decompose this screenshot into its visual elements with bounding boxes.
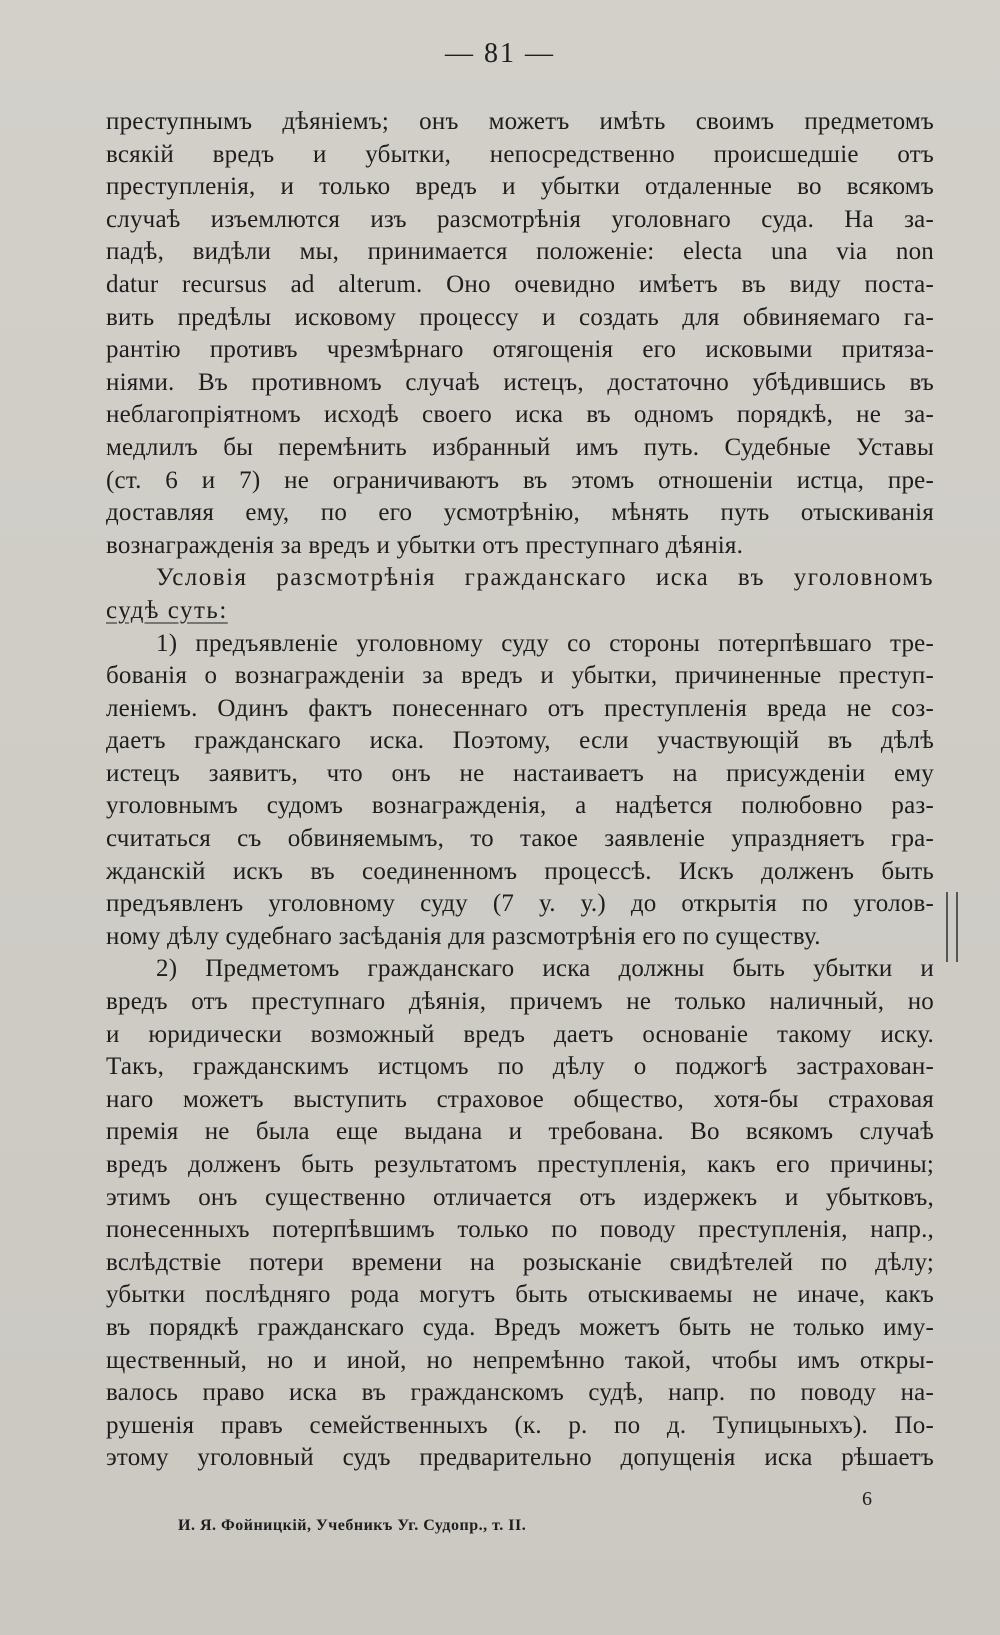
text-line: вить предѣлы исковому процессу и создать для обвиняемаго га- — [106, 303, 934, 331]
text-line: преступнымъ дѣяніемъ; онъ можетъ имѣть своимъ предметомъ — [106, 108, 934, 135]
text-line: datur recursus ad alterum. Оно очевидно имѣетъ въ виду поста- — [106, 270, 934, 298]
point2-line: премія не была еще выдана и требована. Во всякомъ случаѣ — [106, 1118, 934, 1146]
text-line: преступленія, и только вредъ и убытки отдаленные во всякомъ — [106, 173, 934, 201]
text-line: неблагопріятномъ исходѣ своего иска въ одномъ порядкѣ, не за- — [106, 401, 934, 429]
text-line: вознагражденія за вредъ и убытки отъ преступнаго дѣянія. — [106, 531, 744, 559]
point2-line: щественный, но и иной, но непремѣнно такой, чтобы имъ откры- — [106, 1346, 934, 1374]
point2-line: вредъ отъ преступнаго дѣянія, причемъ не только наличный, но — [106, 988, 934, 1016]
text-line: всякій вредъ и убытки, непосредственно происшедшіе отъ — [106, 140, 934, 168]
point1-line: уголовнымъ судомъ вознагражденія, а надѣется полюбовно раз- — [106, 792, 934, 820]
point2-line: этимъ онъ существенно отличается отъ издержекъ и убытковъ, — [106, 1183, 934, 1211]
text-line: случаѣ изъемлются изъ разсмотрѣнія уголовнаго суда. На за- — [106, 205, 934, 233]
point1-line: бованія о вознагражденіи за вредъ и убытки, причиненные преступ- — [106, 662, 934, 690]
point2-line: и юридически возможный вредъ даетъ основаніе такому иску. — [106, 1020, 934, 1048]
point1-line: предъявленъ уголовному суду (7 у. у.) до открытія по уголов- — [106, 890, 934, 918]
section-heading: Условія разсмотрѣнія гражданскаго иска въ уголовномъ — [156, 564, 934, 592]
text-line: медлилъ бы перемѣнить избранный имъ путь. Судебные Уставы — [106, 433, 934, 461]
point2-line: 2) Предметомъ гражданскаго иска должны быть убытки и — [156, 955, 934, 983]
text-line: (ст. 6 и 7) не ограничиваютъ въ этомъ отношеніи истца, пре- — [106, 466, 934, 494]
point1-line: леніемъ. Одинъ фактъ понесеннаго отъ преступленія вреда не соз- — [106, 694, 934, 722]
point2-line: убытки послѣдняго рода могутъ быть отыскиваемы не иначе, какъ — [106, 1281, 934, 1309]
point2-line: Такъ, гражданскимъ истцомъ по дѣлу о поджогѣ застрахован- — [106, 1053, 934, 1081]
point2-line: вслѣдствіе потери времени на розысканіе свидѣтелей по дѣлу; — [106, 1248, 934, 1276]
text-line: доставляя ему, по его усмотрѣнію, мѣнять путь отыскиванія — [106, 499, 934, 527]
point2-line: рушенія правъ семейственныхъ (к. р. по д. Тупицыныхъ). По- — [106, 1411, 934, 1439]
point2-line: валось право иска въ гражданскомъ судѣ, напр. по поводу на- — [106, 1379, 934, 1407]
point1-line: считаться съ обвиняемымъ, то такое заявленіе упраздняетъ гра- — [106, 825, 934, 853]
point2-line: наго можетъ выступить страховое общество, хотя-бы страховая — [106, 1085, 934, 1113]
point1-line: 1) предъявленіе уголовному суду со стороны потерпѣвшаго тре- — [156, 629, 934, 657]
point1-line: истецъ заявитъ, что онъ не настаиваетъ на присужденіи ему — [106, 759, 934, 787]
point1-line: ному дѣлу судебнаго засѣданія для разсмотрѣнія его по существу. — [106, 922, 821, 950]
margin-bracket-mark — [946, 892, 958, 962]
text-line: рантію противъ чрезмѣрнаго отягощенія его исковыми притяза- — [106, 336, 934, 364]
body-text — [106, 106, 934, 1475]
section-heading-end: судѣ суть: — [106, 596, 228, 624]
text-line: ніями. Въ противномъ случаѣ истецъ, достаточно убѣдившись въ — [106, 368, 934, 396]
point1-line: жданскій искъ въ соединенномъ процессѣ. Искъ долженъ быть — [106, 857, 934, 885]
footer-signature: И. Я. Фойницкій, Учебникъ Уг. Судопр., т. II. — [178, 1517, 527, 1534]
text-line: падѣ, видѣли мы, принимается положеніе: electa una via non — [106, 238, 934, 266]
page-number: — 81 — — [445, 38, 555, 69]
point2-line: вредъ долженъ быть результатомъ преступленія, какъ его причины; — [106, 1151, 934, 1178]
point1-line: даетъ гражданскаго иска. Поэтому, если участвующій въ дѣлѣ — [106, 727, 934, 755]
point2-line: понесенныхъ потерпѣвшимъ только по поводу преступленія, напр., — [106, 1216, 934, 1244]
sheet-signature-number: 6 — [862, 1488, 872, 1510]
point2-line: этому уголовный судъ предварительно допущенія иска рѣшаетъ — [106, 1444, 934, 1472]
point2-line: въ порядкѣ гражданскаго суда. Вредъ можетъ быть не только иму- — [106, 1313, 934, 1341]
